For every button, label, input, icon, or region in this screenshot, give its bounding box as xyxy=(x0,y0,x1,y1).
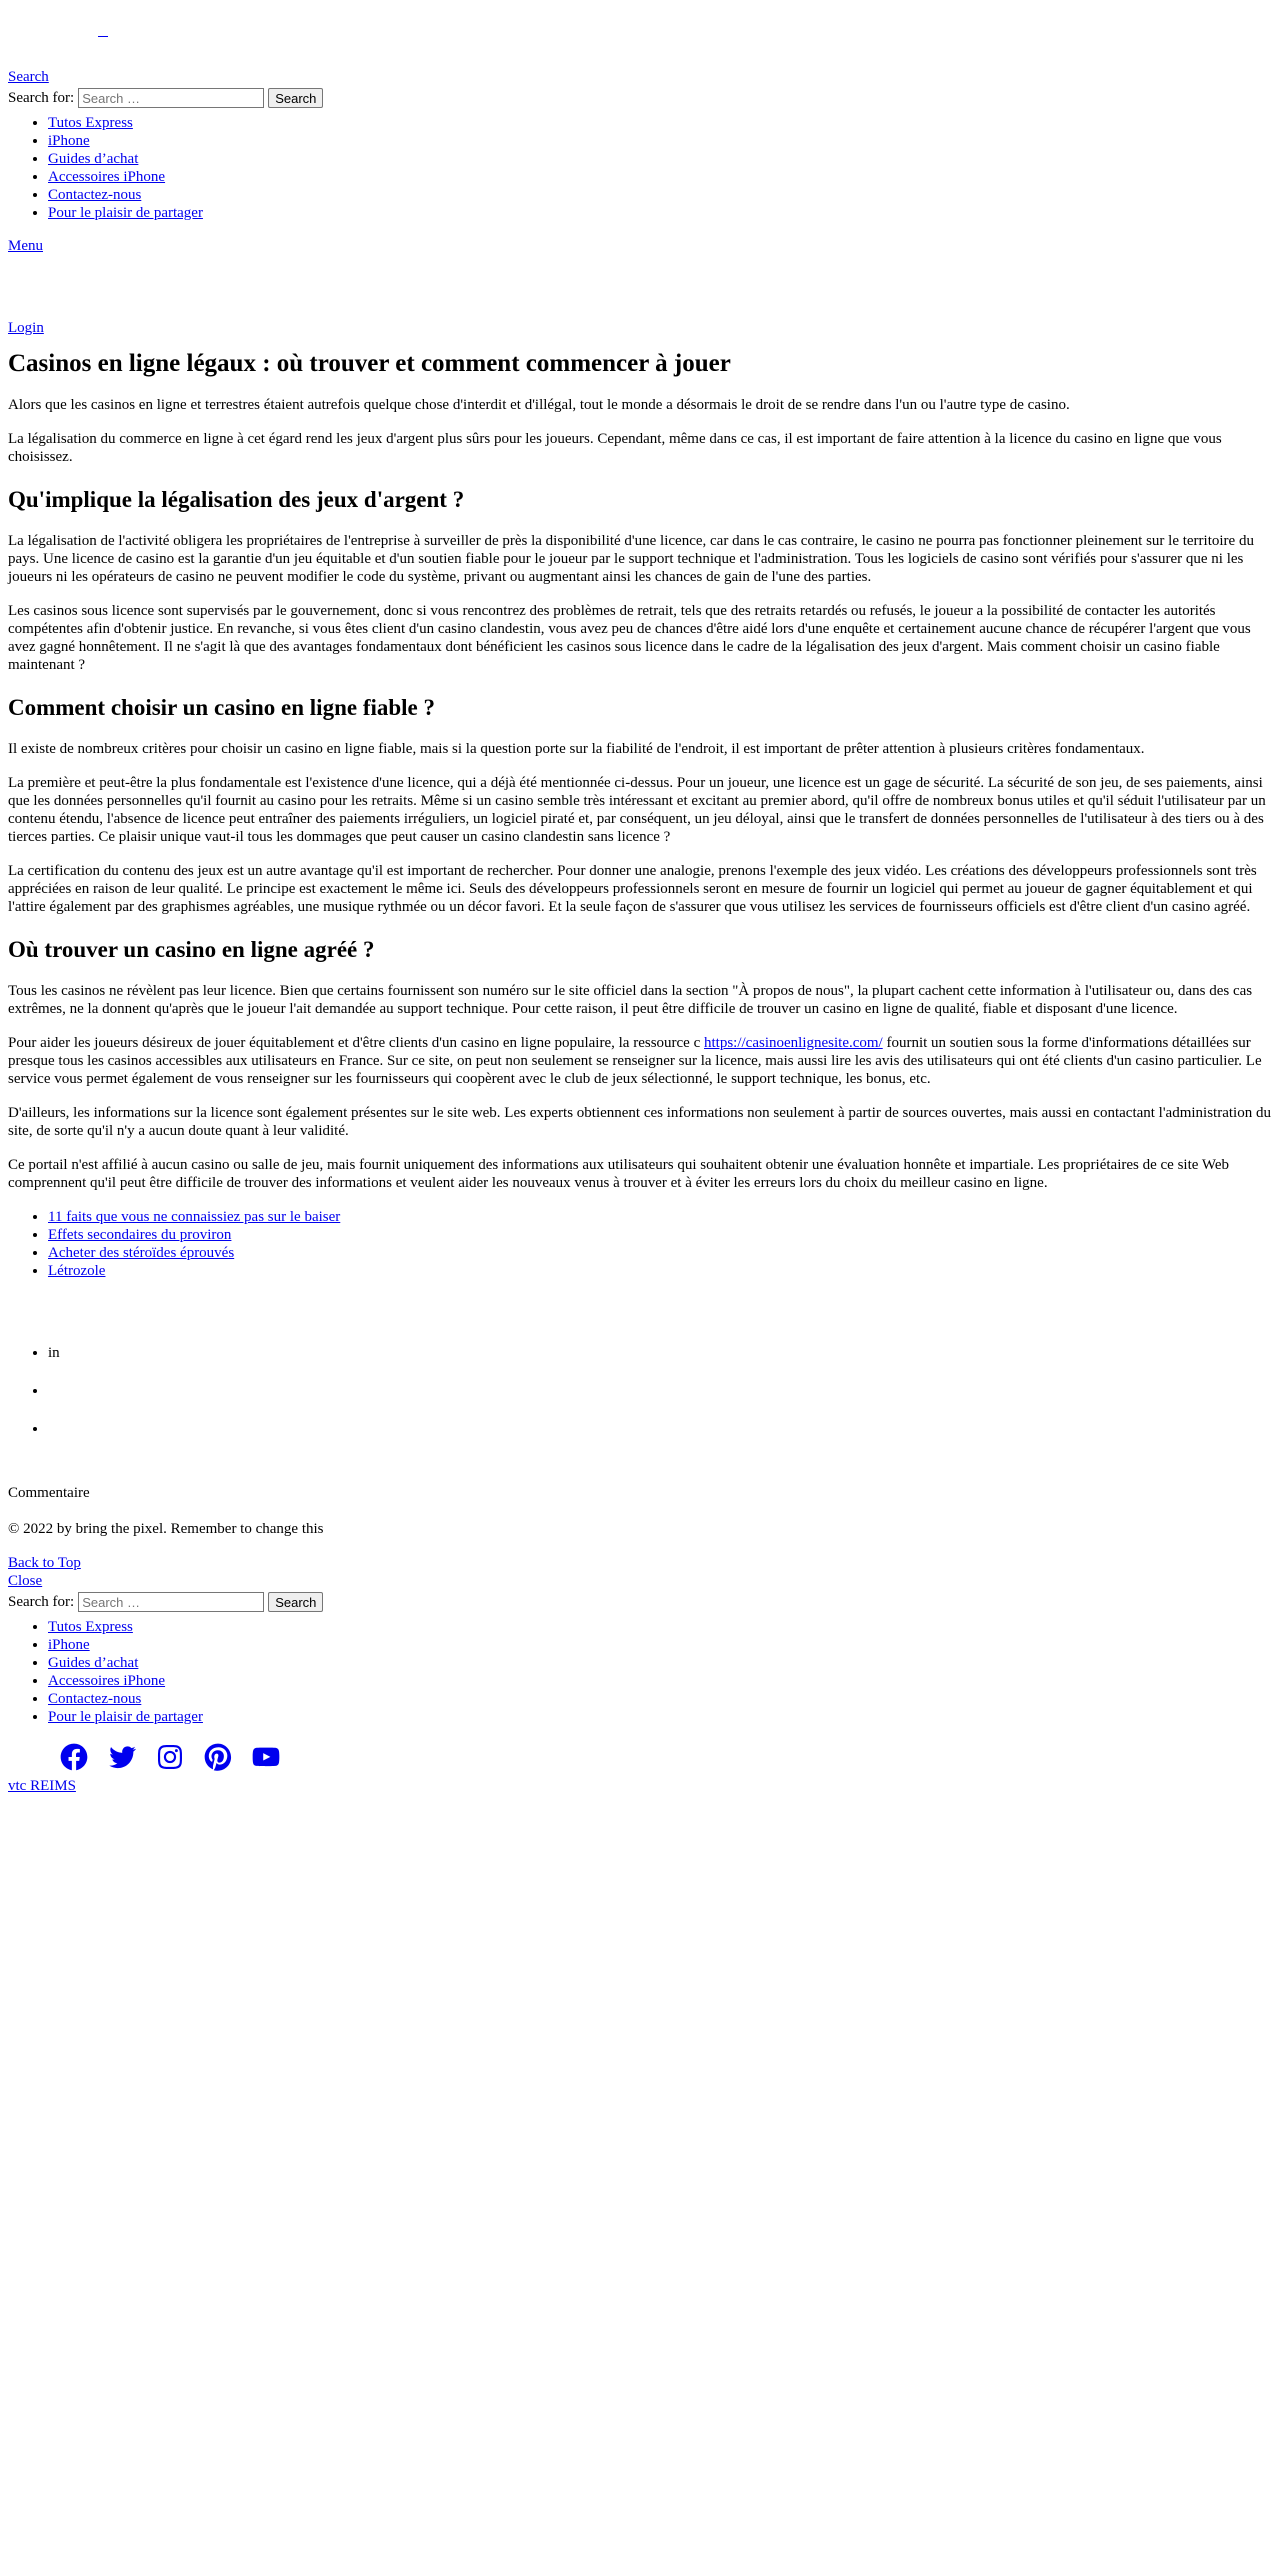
related-item xyxy=(48,1244,1276,1262)
nav-item xyxy=(48,204,1276,222)
nav-link-accessoires-iphone[interactable]: Accessoires iPhone xyxy=(48,169,166,185)
related-item xyxy=(48,1226,1276,1244)
related-link[interactable]: Acheter des stéroïdes éprouvés xyxy=(48,1245,235,1261)
article-paragraph: Ce portail n'est affilié à aucun casino ou salle de jeu, mais fournit uniquement des informations aux utilisateurs qui souhaitent obtenir une évaluation honnête et impartiale. Les propriétaires de ce site Web comprennent qu'il peut être difficile de trouver des informations et veulent aider les nouveaux venus à trouver et à éviter les erreurs lors du choix du meilleur casino en ligne. xyxy=(8,1157,1229,1191)
section-heading: Qu'implique la légalisation des jeux d'argent ? xyxy=(8,487,465,512)
twitter-icon[interactable] xyxy=(106,1741,138,1773)
paragraph-text: fournit un soutien sous la forme d'informations détaillées sur presque tous les casinos accessibles aux utilisateurs en France. Sur ce site, on peut non seulement se renseigner sur la licence, mais aussi lire les avis des utilisateurs qui ont été clients d'un casino particulier. Le service vous permet également de vous renseigner sur les fournisseurs qui coopèrent avec le club de jeux sélectionné, le support technique, les bonus, etc. xyxy=(8,1035,1262,1087)
share-item-empty[interactable] xyxy=(48,1382,1276,1400)
search-input[interactable] xyxy=(78,88,264,108)
nav-item xyxy=(48,1654,1276,1672)
search-toggle-link[interactable]: Search xyxy=(8,69,49,85)
nav-link-guides-achat[interactable]: Guides d’achat xyxy=(48,151,139,167)
comment-label: Commentaire xyxy=(8,1485,90,1501)
pinterest-icon[interactable] xyxy=(202,1741,234,1773)
article-paragraph: Alors que les casinos en ligne et terrestres étaient autrefois quelque chose d'interdit et d'illégal, tout le monde a désormais le droit de se rendre dans l'un ou l'autre type de casino. xyxy=(8,397,1070,413)
footer-search-form xyxy=(8,1592,1276,1612)
site-logo[interactable] xyxy=(8,0,1276,50)
paragraph-text: Pour aider les joueurs désireux de jouer équitablement et d'être clients d'un casino en ligne populaire, la ressource c xyxy=(8,1035,704,1051)
footer-links xyxy=(8,1554,1276,1590)
nav-link-pour-le-plaisir[interactable]: Pour le plaisir de partager xyxy=(48,205,203,221)
nav-link-contactez-nous[interactable]: Contactez-nous xyxy=(48,187,142,203)
search-input[interactable] xyxy=(78,1592,264,1612)
close-link[interactable]: Close xyxy=(8,1573,43,1589)
related-item xyxy=(48,1262,1276,1280)
nav-link-guides-achat[interactable]: Guides d’achat xyxy=(48,1655,139,1671)
nav-link-iphone[interactable]: iPhone xyxy=(48,133,90,149)
nav-link-contactez-nous[interactable]: Contactez-nous xyxy=(48,1691,142,1707)
article-title: Casinos en ligne légaux : où trouver et comment commencer à jouer xyxy=(8,350,731,377)
nav-item xyxy=(48,186,1276,204)
nav-item xyxy=(48,1690,1276,1708)
article-paragraph: D'ailleurs, les informations sur la licence sont également présentes sur le site web. Les experts obtiennent ces informations non seulement à partir de sources ouvertes, mais aussi en contactant l'administration du site, de sorte qu'il n'y a aucun doute quant à leur validité. xyxy=(8,1105,1271,1139)
section-heading: Où trouver un casino en ligne agréé ? xyxy=(8,937,375,962)
article-paragraph: La certification du contenu des jeux est un autre avantage qu'il est important de rechercher. Pour donner une analogie, prenons l'exemple des jeux vidéo. Les créations des développeurs professionnels sont très appréciées en raison de leur qualité. Le principe est exactement le même ici. Seuls des développeurs professionnels seront en mesure de fournir un logiciel qui permet au joueur de gagner équitablement et qui l'attire également par des graphismes agréables, une musique rythmée ou un décor favori. Et la seule façon de s'assurer que vous utilisez les services de fournisseurs officiels est d'être client d'un casino agréé. xyxy=(8,863,1257,915)
section-heading: Comment choisir un casino en ligne fiable ? xyxy=(8,695,436,720)
nav-link-tutos-express[interactable]: Tutos Express xyxy=(48,115,133,131)
share-item-linkedin[interactable] xyxy=(48,1344,1276,1362)
menu-toggle-link[interactable]: Menu xyxy=(8,238,43,254)
casino-resource-link[interactable]: https://casinoenlignesite.com/ xyxy=(704,1035,883,1051)
nav-item xyxy=(48,150,1276,168)
facebook-icon[interactable] xyxy=(58,1741,90,1773)
header-spacer xyxy=(8,255,1276,319)
related-link[interactable]: Effets secondaires du proviron xyxy=(48,1227,232,1243)
article xyxy=(8,349,1276,1192)
nav-link-iphone[interactable]: iPhone xyxy=(48,1637,90,1653)
primary-nav xyxy=(8,114,1276,222)
back-to-top-link[interactable]: Back to Top xyxy=(8,1555,81,1571)
search-button[interactable]: Search xyxy=(268,88,323,108)
nav-item xyxy=(48,1672,1276,1690)
nav-item xyxy=(48,1708,1276,1726)
instagram-icon[interactable] xyxy=(154,1741,186,1773)
article-paragraph: Tous les casinos ne révèlent pas leur licence. Bien que certains fournissent son numéro sur le site officiel dans la section "À propos de nous", la plupart cachent cette information à l'utilisateur ou, dans des cas extrêmes, ne la donnent qu'après que le joueur l'ait demandée au support technique. Pour cette raison, il peut être difficile de trouver un casino en ligne de qualité, fiable et disposant d'une licence. xyxy=(8,983,1253,1017)
login-link[interactable]: Login xyxy=(8,320,44,336)
copyright-text: © 2022 by bring the pixel. Remember to change this xyxy=(8,1521,324,1537)
article-paragraph: La première et peut-être la plus fondamentale est l'existence d'une licence, qui a déjà été mentionnée ci-dessus. Pour un joueur, une licence est un gage de sécurité. La sécurité de son jeu, de ses paiements, ainsi que les données personnelles qu'il fournit au casino pour les retraits. Même si un casino semble très intéressant et excitant au premier abord, qu'il offre de nombreux bonus utiles et qu'il séduit l'utilisateur par un contenu étendu, l'absence de licence peut entraîner des paiements irréguliers, un logiciel piraté et, par conséquent, un jeu déloyal, ainsi que le transfert de données personnelles de l'utilisateur à des tiers ou à des tierces parties. Ce plaisir unique vaut-il tous les dommages que peut causer un casino clandestin sans licence ? xyxy=(8,775,1266,845)
nav-link-accessoires-iphone[interactable]: Accessoires iPhone xyxy=(48,1673,166,1689)
nav-item xyxy=(48,132,1276,150)
related-item xyxy=(48,1208,1276,1226)
vtc-reims-link[interactable]: vtc REIMS xyxy=(8,1778,76,1794)
share-item-empty[interactable] xyxy=(48,1420,1276,1438)
nav-link-pour-le-plaisir[interactable]: Pour le plaisir de partager xyxy=(48,1709,203,1725)
related-links xyxy=(8,1208,1276,1280)
logo-link-underline[interactable] xyxy=(98,36,108,37)
footer-nav xyxy=(8,1618,1276,1726)
social-links xyxy=(58,1741,1276,1773)
article-paragraph: La légalisation de l'activité obligera les propriétaires de l'entreprise à surveiller de près la disponibilité d'une licence, car dans le cas contraire, le casino ne pourra pas fonctionner pleinement sur le territoire du pays. Une licence de casino est la garantie d'un jeu équitable et d'un soutien fiable pour le joueur par le support technique et l'administration. Tous les logiciels de casino sont vérifiés pour s'assurer que ni les joueurs ni les opérateurs de casino ne peuvent modifier le code du système, privant ou augmentant ainsi les chances de gain de l'une des parties. xyxy=(8,533,1254,585)
nav-link-tutos-express[interactable]: Tutos Express xyxy=(48,1619,133,1635)
nav-item xyxy=(48,114,1276,132)
article-paragraph: Il existe de nombreux critères pour choisir un casino en ligne fiable, mais si la question porte sur la fiabilité de l'endroit, il est important de prêter attention à plusieurs critères fondamentaux. xyxy=(8,741,1145,757)
related-link[interactable]: 11 faits que vous ne connaissiez pas sur le baiser xyxy=(48,1209,341,1225)
search-label: Search for: xyxy=(8,1594,75,1610)
article-paragraph: Les casinos sous licence sont supervisés par le gouvernement, donc si vous rencontrez des problèmes de retrait, tels que des retraits retardés ou refusés, le joueur a la possibilité de contacter les autorités compétentes afin d'obtenir justice. En revanche, si vous êtes client d'un casino clandestin, vous avez peu de chances d'être aidé lors d'une enquête et certainement aucune chance de récupérer l'argent que vous avez gagné honnêtement. Il ne s'agit là que des avantages fondamentaux dont bénéficient les casinos sous licence dans le cadre de la légalisation des jeux d'argent. Mais comment choisir un casino fiable maintenant ? xyxy=(8,603,1251,673)
youtube-icon[interactable] xyxy=(250,1741,282,1773)
header-search-form xyxy=(8,88,1276,108)
related-link[interactable]: Létrozole xyxy=(48,1263,106,1279)
article-paragraph xyxy=(8,1034,1276,1088)
search-label: Search for: xyxy=(8,90,75,106)
nav-item xyxy=(48,168,1276,186)
nav-item xyxy=(48,1618,1276,1636)
linkedin-icon[interactable]: in xyxy=(48,1345,60,1361)
article-paragraph: La légalisation du commerce en ligne à cet égard rend les jeux d'argent plus sûrs pour les joueurs. Cependant, même dans ce cas, il est important de faire attention à la licence du casino en ligne que vous choisissez. xyxy=(8,431,1222,465)
nav-item xyxy=(48,1636,1276,1654)
search-button[interactable]: Search xyxy=(268,1592,323,1612)
share-list xyxy=(8,1344,1276,1438)
